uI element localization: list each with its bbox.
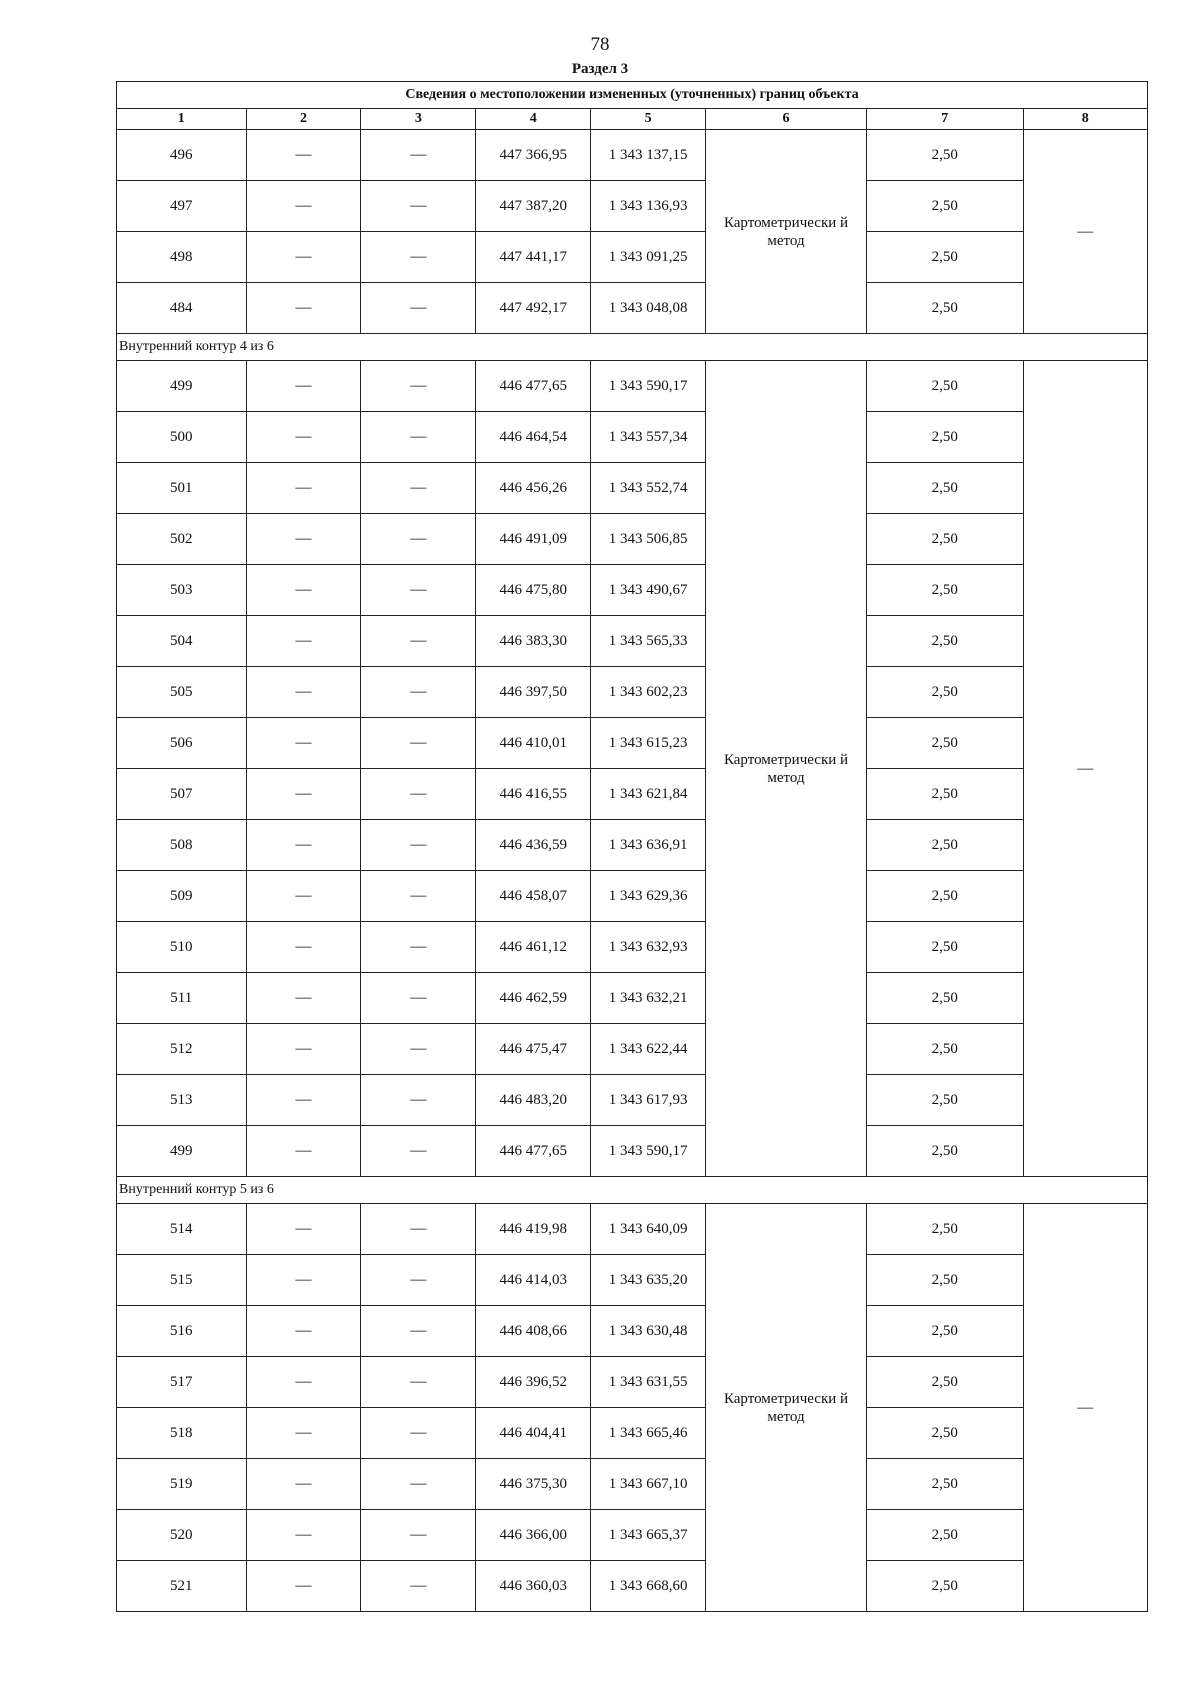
determination-method: Картометрически й метод (706, 1204, 867, 1612)
table-row (117, 1510, 1148, 1561)
point-number: 520 (117, 1510, 247, 1561)
col3-value: — (361, 1459, 476, 1510)
col3-value: — (361, 922, 476, 973)
col3-value: — (361, 232, 476, 283)
coordinate-y: 1 343 665,46 (591, 1408, 706, 1459)
col2-value: — (246, 1459, 361, 1510)
accuracy-value: 2,50 (866, 463, 1023, 514)
accuracy-value: 2,50 (866, 616, 1023, 667)
point-number: 519 (117, 1459, 247, 1510)
column-header-2: 2 (246, 109, 361, 130)
coordinate-x: 446 456,26 (476, 463, 591, 514)
coordinate-y: 1 343 632,21 (591, 973, 706, 1024)
table-row (117, 514, 1148, 565)
coordinate-y: 1 343 668,60 (591, 1561, 706, 1612)
col8-value: — (1023, 130, 1147, 334)
accuracy-value: 2,50 (866, 820, 1023, 871)
table-row (117, 667, 1148, 718)
accuracy-value: 2,50 (866, 769, 1023, 820)
table-row (117, 361, 1148, 412)
col2-value: — (246, 1075, 361, 1126)
col2-value: — (246, 1255, 361, 1306)
point-number: 509 (117, 871, 247, 922)
coordinate-y: 1 343 629,36 (591, 871, 706, 922)
coordinate-y: 1 343 635,20 (591, 1255, 706, 1306)
table-row (117, 130, 1148, 181)
accuracy-value: 2,50 (866, 1126, 1023, 1177)
coordinate-y: 1 343 602,23 (591, 667, 706, 718)
coordinate-x: 446 360,03 (476, 1561, 591, 1612)
coordinate-x: 446 366,00 (476, 1510, 591, 1561)
col3-value: — (361, 769, 476, 820)
point-number: 505 (117, 667, 247, 718)
table-row (117, 181, 1148, 232)
accuracy-value: 2,50 (866, 871, 1023, 922)
col2-value: — (246, 667, 361, 718)
col3-value: — (361, 820, 476, 871)
coordinate-y: 1 343 630,48 (591, 1306, 706, 1357)
coordinate-x: 446 477,65 (476, 1126, 591, 1177)
contour-heading-row (117, 334, 1148, 361)
column-header-row (117, 109, 1148, 130)
point-number: 501 (117, 463, 247, 514)
table-row (117, 616, 1148, 667)
col3-value: — (361, 1357, 476, 1408)
col3-value: — (361, 1561, 476, 1612)
col2-value: — (246, 1204, 361, 1255)
col2-value: — (246, 1024, 361, 1075)
accuracy-value: 2,50 (866, 412, 1023, 463)
coordinate-y: 1 343 091,25 (591, 232, 706, 283)
point-number: 510 (117, 922, 247, 973)
accuracy-value: 2,50 (866, 283, 1023, 334)
col8-value: — (1023, 1204, 1147, 1612)
col2-value: — (246, 1510, 361, 1561)
col2-value: — (246, 463, 361, 514)
table-row (117, 1075, 1148, 1126)
coordinate-y: 1 343 615,23 (591, 718, 706, 769)
point-number: 521 (117, 1561, 247, 1612)
table-row (117, 1459, 1148, 1510)
point-number: 512 (117, 1024, 247, 1075)
point-number: 498 (117, 232, 247, 283)
point-number: 515 (117, 1255, 247, 1306)
col3-value: — (361, 463, 476, 514)
accuracy-value: 2,50 (866, 973, 1023, 1024)
col2-value: — (246, 514, 361, 565)
coordinate-x: 446 464,54 (476, 412, 591, 463)
table-row (117, 922, 1148, 973)
coordinate-x: 446 410,01 (476, 718, 591, 769)
col3-value: — (361, 361, 476, 412)
accuracy-value: 2,50 (866, 514, 1023, 565)
point-number: 514 (117, 1204, 247, 1255)
coordinate-x: 446 397,50 (476, 667, 591, 718)
col3-value: — (361, 514, 476, 565)
col3-value: — (361, 718, 476, 769)
col2-value: — (246, 1561, 361, 1612)
col3-value: — (361, 1024, 476, 1075)
accuracy-value: 2,50 (866, 1204, 1023, 1255)
col3-value: — (361, 565, 476, 616)
accuracy-value: 2,50 (866, 1306, 1023, 1357)
accuracy-value: 2,50 (866, 1075, 1023, 1126)
table-row (117, 283, 1148, 334)
col3-value: — (361, 1408, 476, 1459)
coordinate-y: 1 343 617,93 (591, 1075, 706, 1126)
column-header-1: 1 (117, 109, 247, 130)
col3-value: — (361, 871, 476, 922)
point-number: 513 (117, 1075, 247, 1126)
determination-method: Картометрически й метод (706, 361, 867, 1177)
point-number: 508 (117, 820, 247, 871)
point-number: 499 (117, 361, 247, 412)
coordinate-x: 446 404,41 (476, 1408, 591, 1459)
table-row (117, 565, 1148, 616)
table-row (117, 1024, 1148, 1075)
col2-value: — (246, 181, 361, 232)
table-row (117, 1255, 1148, 1306)
point-number: 496 (117, 130, 247, 181)
coordinate-y: 1 343 667,10 (591, 1459, 706, 1510)
coordinate-y: 1 343 506,85 (591, 514, 706, 565)
col2-value: — (246, 769, 361, 820)
accuracy-value: 2,50 (866, 565, 1023, 616)
point-number: 503 (117, 565, 247, 616)
col3-value: — (361, 412, 476, 463)
table-row (117, 463, 1148, 514)
coordinate-x: 446 375,30 (476, 1459, 591, 1510)
col2-value: — (246, 361, 361, 412)
col2-value: — (246, 1357, 361, 1408)
accuracy-value: 2,50 (866, 1408, 1023, 1459)
contour-heading: Внутренний контур 5 из 6 (117, 1177, 1148, 1204)
accuracy-value: 2,50 (866, 1561, 1023, 1612)
accuracy-value: 2,50 (866, 130, 1023, 181)
col2-value: — (246, 973, 361, 1024)
coordinate-x: 446 461,12 (476, 922, 591, 973)
coordinate-y: 1 343 621,84 (591, 769, 706, 820)
accuracy-value: 2,50 (866, 667, 1023, 718)
col2-value: — (246, 283, 361, 334)
table-row (117, 1126, 1148, 1177)
column-header-3: 3 (361, 109, 476, 130)
coordinate-x: 446 419,98 (476, 1204, 591, 1255)
coordinate-y: 1 343 632,93 (591, 922, 706, 973)
column-header-7: 7 (866, 109, 1023, 130)
coordinate-y: 1 343 590,17 (591, 361, 706, 412)
coordinate-y: 1 343 048,08 (591, 283, 706, 334)
accuracy-value: 2,50 (866, 1255, 1023, 1306)
col2-value: — (246, 1306, 361, 1357)
section-title: Раздел 3 (571, 61, 629, 77)
point-number: 499 (117, 1126, 247, 1177)
point-number: 518 (117, 1408, 247, 1459)
col3-value: — (361, 1075, 476, 1126)
accuracy-value: 2,50 (866, 361, 1023, 412)
point-number: 500 (117, 412, 247, 463)
page-number: 78 (590, 34, 610, 55)
table-row (117, 1306, 1148, 1357)
coordinate-y: 1 343 137,15 (591, 130, 706, 181)
accuracy-value: 2,50 (866, 922, 1023, 973)
determination-method: Картометрически й метод (706, 130, 867, 334)
boundary-coordinates-table (116, 81, 1148, 1612)
contour-heading-row (117, 1177, 1148, 1204)
contour-heading: Внутренний контур 4 из 6 (117, 334, 1148, 361)
table-row (117, 718, 1148, 769)
point-number: 504 (117, 616, 247, 667)
coordinate-x: 447 387,20 (476, 181, 591, 232)
point-number: 484 (117, 283, 247, 334)
coordinate-y: 1 343 665,37 (591, 1510, 706, 1561)
coordinate-x: 446 436,59 (476, 820, 591, 871)
table-row (117, 232, 1148, 283)
table-row (117, 1561, 1148, 1612)
table-row (117, 1204, 1148, 1255)
coordinate-x: 446 462,59 (476, 973, 591, 1024)
coordinate-x: 447 492,17 (476, 283, 591, 334)
table-row (117, 871, 1148, 922)
col2-value: — (246, 412, 361, 463)
coordinate-y: 1 343 136,93 (591, 181, 706, 232)
coordinate-x: 446 475,80 (476, 565, 591, 616)
table-row (117, 1357, 1148, 1408)
coordinate-y: 1 343 490,67 (591, 565, 706, 616)
point-number: 517 (117, 1357, 247, 1408)
col3-value: — (361, 1255, 476, 1306)
point-number: 507 (117, 769, 247, 820)
coordinate-x: 446 491,09 (476, 514, 591, 565)
col2-value: — (246, 130, 361, 181)
column-header-8: 8 (1023, 109, 1147, 130)
coordinate-x: 446 396,52 (476, 1357, 591, 1408)
coordinate-x: 446 483,20 (476, 1075, 591, 1126)
col2-value: — (246, 820, 361, 871)
coordinate-x: 447 366,95 (476, 130, 591, 181)
col3-value: — (361, 1126, 476, 1177)
col2-value: — (246, 565, 361, 616)
col2-value: — (246, 616, 361, 667)
coordinate-y: 1 343 590,17 (591, 1126, 706, 1177)
coordinate-y: 1 343 557,34 (591, 412, 706, 463)
point-number: 497 (117, 181, 247, 232)
coordinate-y: 1 343 622,44 (591, 1024, 706, 1075)
table-row (117, 412, 1148, 463)
col2-value: — (246, 922, 361, 973)
coordinate-y: 1 343 552,74 (591, 463, 706, 514)
accuracy-value: 2,50 (866, 1510, 1023, 1561)
col3-value: — (361, 130, 476, 181)
coordinate-y: 1 343 631,55 (591, 1357, 706, 1408)
accuracy-value: 2,50 (866, 181, 1023, 232)
column-header-4: 4 (476, 109, 591, 130)
col3-value: — (361, 1204, 476, 1255)
col3-value: — (361, 1510, 476, 1561)
coordinate-y: 1 343 640,09 (591, 1204, 706, 1255)
coordinate-x: 446 458,07 (476, 871, 591, 922)
point-number: 516 (117, 1306, 247, 1357)
coordinate-x: 446 383,30 (476, 616, 591, 667)
coordinate-x: 446 408,66 (476, 1306, 591, 1357)
column-header-6: 6 (706, 109, 867, 130)
coordinate-x: 446 477,65 (476, 361, 591, 412)
col3-value: — (361, 283, 476, 334)
point-number: 506 (117, 718, 247, 769)
column-header-5: 5 (591, 109, 706, 130)
col2-value: — (246, 718, 361, 769)
coordinate-x: 446 414,03 (476, 1255, 591, 1306)
accuracy-value: 2,50 (866, 1357, 1023, 1408)
accuracy-value: 2,50 (866, 1459, 1023, 1510)
table-row (117, 973, 1148, 1024)
accuracy-value: 2,50 (866, 1024, 1023, 1075)
col8-value: — (1023, 361, 1147, 1177)
table-caption: Сведения о местоположении измененных (уточненных) границ объекта (117, 82, 1148, 109)
col3-value: — (361, 1306, 476, 1357)
coordinate-y: 1 343 636,91 (591, 820, 706, 871)
coordinate-y: 1 343 565,33 (591, 616, 706, 667)
table-row (117, 1408, 1148, 1459)
coordinate-x: 446 475,47 (476, 1024, 591, 1075)
point-number: 511 (117, 973, 247, 1024)
col3-value: — (361, 616, 476, 667)
col2-value: — (246, 232, 361, 283)
col3-value: — (361, 973, 476, 1024)
col3-value: — (361, 181, 476, 232)
coordinate-x: 447 441,17 (476, 232, 591, 283)
point-number: 502 (117, 514, 247, 565)
col3-value: — (361, 667, 476, 718)
accuracy-value: 2,50 (866, 232, 1023, 283)
accuracy-value: 2,50 (866, 718, 1023, 769)
coordinate-x: 446 416,55 (476, 769, 591, 820)
col2-value: — (246, 871, 361, 922)
col2-value: — (246, 1408, 361, 1459)
col2-value: — (246, 1126, 361, 1177)
table-row (117, 820, 1148, 871)
table-row (117, 769, 1148, 820)
